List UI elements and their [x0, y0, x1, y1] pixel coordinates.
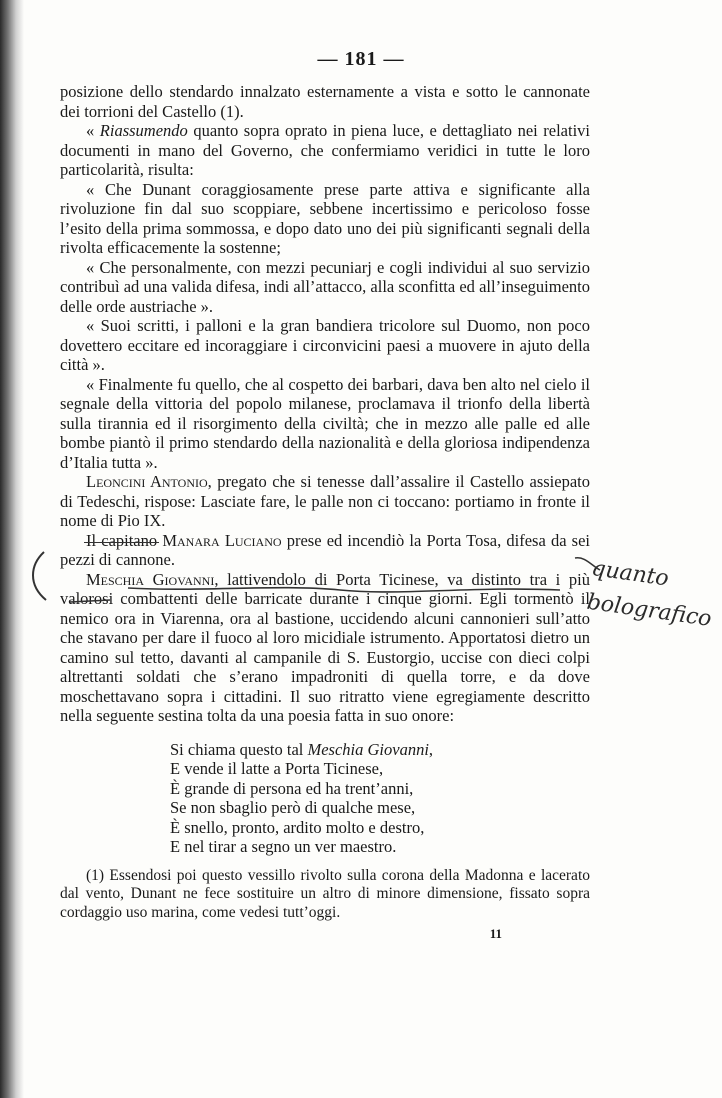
leoncini-rest: , pregato che si tenesse dall’assalire il Castello assiepato di Tedeschi, rispose: Lasciate fare, le palle non ci toccano: portiamo in fronte il nome di Pio IX.	[60, 472, 590, 530]
verse-sestina	[170, 740, 590, 857]
manara-rest: prese ed incendiò la Porta Tosa, difesa da sei pezzi di cannone.	[60, 530, 591, 569]
paragraph-suoi-scritti: « Suoi scritti, i palloni e la gran bandiera tricolore sul Duomo, non poco dovettero eccitare ed incoraggiare i circonvicini paesi a muovere in ajuto della città ».	[60, 316, 590, 374]
paragraph-leoncini	[60, 472, 590, 531]
leoncini-name: Leoncini Antonio	[86, 472, 208, 491]
paragraph-manara	[60, 531, 590, 570]
body-text	[60, 82, 590, 944]
verse-first-suffix: ,	[428, 739, 434, 759]
riassumendo-rest: quanto sopra oprato in piena luce, e dettagliato nei relativi documenti in mano del Governo, che confermiamo veridici in tutte le loro particolarità, risulta:	[60, 121, 591, 179]
meschia-rest: , lattivendolo di Porta Ticinese, va distinto tra i più valorosi combattenti delle barricate durante i cinque giorni. Egli tormentò il nemico ora in Viarenna, ora al bastione, uccidendo alcuni cannonieri sull’atto che stavano per dare il fuoco al loro micidiale istrumento. Apportatosi dietro un camino sul tetto, davanti al campanile di S. Eustorgio, uccise con dieci colpi altrettanti soldati che s’erano impadroniti di quella torre, e da dove moschettavano sopra i cittadini. Il suo ritratto viene egregiamente descritto nella seguente sestina tolta da una poesia fatta in suo onore:	[60, 569, 590, 725]
ink-bracket	[33, 552, 46, 600]
signature-mark: 11	[489, 926, 502, 941]
margin-note-line: quanto	[589, 555, 671, 592]
manara-name: Manara Luciano	[162, 530, 282, 550]
paragraph-che-dunant: « Che Dunant coraggiosamente prese parte attiva e significante alla rivoluzione fin dal suo scoppiare, sebbene incertissimo e pericoloso fosse l’esito della prima sommossa, e dopo dato uno dei più significanti segnali della rivolta efficacemente la sostenne;	[60, 179, 590, 257]
paragraph-finalmente: « Finalmente fu quello, che al cospetto dei barbari, dava ben alto nel cielo il segnale della vittoria del popolo milanese, proclamava il trionfo della libertà sulla tirannia ed il risorgimento della civiltà; che in mezzo alle palle ed alle bombe piantò il primo stendardo della nazionalità e della gloriosa indipendenza d’Italia tutta ».	[60, 374, 590, 472]
verse-first-prefix: Si chiama questo tal	[170, 739, 308, 759]
verse-line: È snello, pronto, ardito molto e destro,	[170, 817, 425, 837]
margin-note-line: bolografico	[585, 589, 714, 632]
paragraph-posizione: posizione dello stendardo innalzato esternamente a vista e sotto le cannonate dei torrioni del Castello (1).	[60, 82, 590, 121]
footnote: (1) Essendosi poi questo vessillo rivolto sulla corona della Madonna e lacerato dal vento, Dunant ne fece sostituire un altro di minore dimensione, fissato sopra cordaggio uso marina, come vedesi tutt’oggi.	[60, 866, 590, 921]
verse-line	[170, 740, 590, 760]
paragraph-personalmente: « Che personalmente, con mezzi pecuniarj e cogli individui al suo servizio contribuì ad una valida difesa, indi all’attacco, alla sconfitta ed all’inseguimento delle orde austriache ».	[60, 257, 590, 316]
verse-line: È grande di persona ed ha trent’anni,	[170, 778, 414, 798]
quote-open: «	[86, 121, 100, 140]
struck-prefix: Il capitano	[86, 530, 158, 550]
verse-line: Se non sbaglio però di qualche mese,	[170, 798, 416, 817]
verse-first-italic: Meschia Giovanni	[307, 739, 429, 759]
binding-shadow	[0, 0, 24, 1098]
riassumendo-italic: Riassumendo	[99, 121, 188, 140]
handwritten-margin-note	[585, 552, 714, 636]
page-number: — 181 —	[317, 48, 405, 70]
paragraph-meschia	[60, 570, 590, 726]
paragraph-riassumendo	[60, 121, 590, 180]
meschia-name: Meschia Giovanni	[86, 569, 215, 589]
verse-line: E vende il latte a Porta Ticinese,	[170, 759, 384, 778]
verse-line: E nel tirar a segno un ver maestro.	[170, 837, 397, 856]
